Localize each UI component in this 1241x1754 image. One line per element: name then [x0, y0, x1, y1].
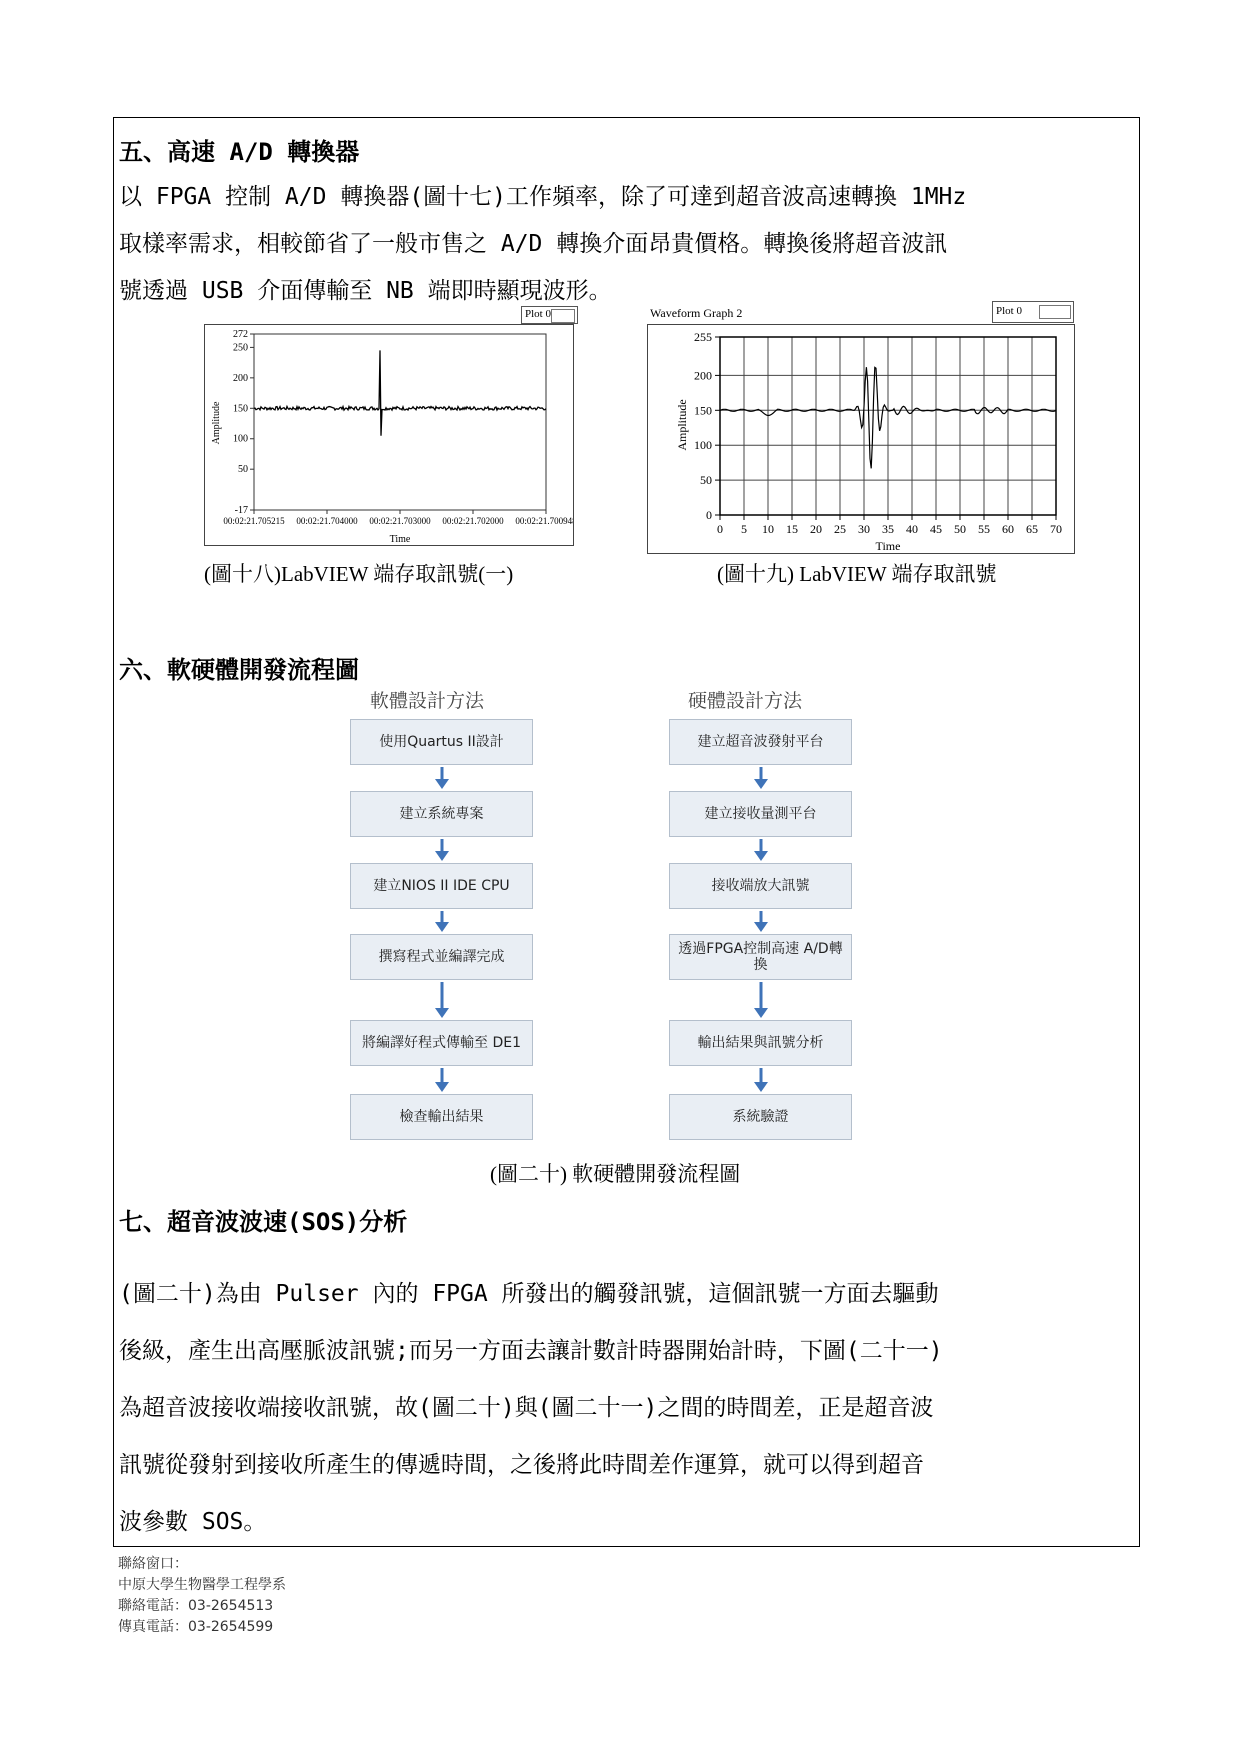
section5-heading: 五、高速 A/D 轉換器 [119, 138, 360, 166]
fig19-ytick-label: 100 [694, 438, 712, 453]
down-arrow-icon [435, 1068, 449, 1092]
fig19-plot-legend: Plot 0 [992, 301, 1074, 323]
section5-line-2: 取樣率需求，相較節省了一般市售之 A/D 轉換介面昂貴價格。轉換後將超音波訊 [119, 231, 948, 257]
down-arrow-icon [754, 982, 768, 1018]
fig19-graph [647, 324, 1075, 554]
fig19-title: Waveform Graph 2 [650, 306, 743, 320]
fig19-ytick-label: 200 [694, 368, 712, 383]
hardware-method-title: 硬體設計方法 [688, 690, 803, 712]
fig18-ytick-label: 100 [233, 433, 248, 445]
fig19-xtick-label: 60 [1002, 522, 1014, 536]
fig19-xtick-label: 55 [978, 522, 990, 536]
fig18-xtick-label: 00:02:21.703000 [369, 516, 431, 526]
fig18-ytick-label: 200 [233, 372, 248, 384]
fig19-ytick-label: 150 [694, 403, 712, 418]
fig19-xlabel: Time [875, 539, 901, 553]
hardware-step-box: 透過FPGA控制高速 A/D轉換 [669, 934, 852, 980]
fig19-xtick-label: 0 [717, 522, 723, 536]
fig18-graph [204, 324, 574, 546]
software-step-box: 撰寫程式並編譯完成 [350, 934, 533, 980]
down-arrow-icon [754, 911, 768, 932]
fig19-ytick-label: 0 [706, 508, 712, 522]
fig19-xtick-label: 15 [786, 522, 798, 536]
section7-line-4: 訊號從發射到接收所產生的傳遞時間，之後將此時間差作運算，就可以得到超音 [119, 1452, 924, 1478]
software-step-box: 檢查輸出結果 [350, 1094, 533, 1140]
fig19-xtick-label: 45 [930, 522, 942, 536]
footer-contact-label: 聯絡窗口： [118, 1556, 188, 1572]
fig19-xtick-label: 70 [1050, 522, 1062, 536]
down-arrow-icon [435, 839, 449, 861]
fig18-xtick-label: 00:02:21.705215 [223, 516, 285, 526]
footer-fax: 傳真電話：03-2654599 [118, 1619, 274, 1635]
fig19-xtick-label: 20 [810, 522, 822, 536]
hardware-step-box: 建立超音波發射平台 [669, 719, 852, 765]
fig19-xtick-label: 65 [1026, 522, 1038, 536]
fig19-xtick-label: 5 [741, 522, 747, 536]
fig19-caption: (圖十九) LabVIEW 端存取訊號 [717, 562, 997, 586]
software-step-box: 建立NIOS II IDE CPU [350, 863, 533, 909]
hardware-step-box: 系統驗證 [669, 1094, 852, 1140]
fig19-xtick-label: 50 [954, 522, 966, 536]
section5-line-1: 以 FPGA 控制 A/D 轉換器(圖十七)工作頻率，除了可達到超音波高速轉換 1MHz [119, 184, 967, 210]
down-arrow-icon [435, 767, 449, 789]
footer-department: 中原大學生物醫學工程學系 [118, 1577, 286, 1593]
fig18-xlabel: Time [389, 534, 411, 545]
down-arrow-icon [435, 982, 449, 1018]
software-step-box: 使用Quartus II設計 [350, 719, 533, 765]
section6-heading: 六、軟硬體開發流程圖 [119, 656, 359, 684]
fig18-ytick-label: -17 [234, 505, 248, 516]
fig19-xtick-label: 25 [834, 522, 846, 536]
fig19-xtick-label: 30 [858, 522, 870, 536]
hardware-step-box: 接收端放大訊號 [669, 863, 852, 909]
fig18-plot-legend: Plot 0 [521, 306, 578, 324]
footer-phone: 聯絡電話：03-2654513 [118, 1598, 274, 1614]
software-step-box: 將編譯好程式傳輸至 DE1 [350, 1020, 533, 1066]
fig19-ytick-label: 50 [700, 473, 712, 488]
fig18-xtick-label: 00:02:21.702000 [442, 516, 504, 526]
fig18-caption: (圖十八)LabVIEW 端存取訊號(一) [204, 562, 514, 586]
fig19-xtick-label: 35 [882, 522, 894, 536]
fig18-ytick-label: 250 [233, 342, 248, 354]
waveform-swatch-icon [1039, 305, 1071, 319]
section7-line-1: (圖二十)為由 Pulser 內的 FPGA 所發出的觸發訊號，這個訊號一方面去驅動 [119, 1281, 939, 1307]
section7-heading: 七、超音波波速(SOS)分析 [119, 1208, 408, 1236]
section7-line-3: 為超音波接收端接收訊號，故(圖二十)與(圖二十一)之間的時間差，正是超音波 [119, 1395, 934, 1421]
software-step-box: 建立系統專案 [350, 791, 533, 837]
section7-line-5: 波參數 SOS。 [119, 1509, 267, 1535]
waveform-swatch-icon [551, 309, 575, 323]
fig18-xtick-label: 00:02:21.700948 [515, 516, 573, 526]
fig19-ytick-label: 255 [694, 330, 712, 344]
down-arrow-icon [754, 1068, 768, 1092]
software-method-title: 軟體設計方法 [370, 690, 485, 712]
down-arrow-icon [754, 839, 768, 861]
down-arrow-icon [435, 911, 449, 932]
down-arrow-icon [754, 767, 768, 789]
fig18-ytick-label: 50 [238, 464, 248, 476]
fig19-ylabel: Amplitude [675, 399, 689, 451]
fig18-xtick-label: 00:02:21.704000 [296, 516, 358, 526]
hardware-step-box: 建立接收量測平台 [669, 791, 852, 837]
hardware-step-box: 輸出結果與訊號分析 [669, 1020, 852, 1066]
section7-line-2: 後級，產生出高壓脈波訊號;而另一方面去讓計數計時器開始計時，下圖(二十一) [119, 1338, 943, 1364]
fig20-caption: (圖二十) 軟硬體開發流程圖 [490, 1162, 741, 1186]
fig18-ylabel: Amplitude [211, 401, 222, 445]
fig18-ytick-label: 272 [233, 329, 248, 340]
fig18-ytick-label: 150 [233, 403, 248, 415]
fig19-xtick-label: 40 [906, 522, 918, 536]
fig19-xtick-label: 10 [762, 522, 774, 536]
section5-line-3: 號透過 USB 介面傳輸至 NB 端即時顯現波形。 [119, 278, 612, 304]
